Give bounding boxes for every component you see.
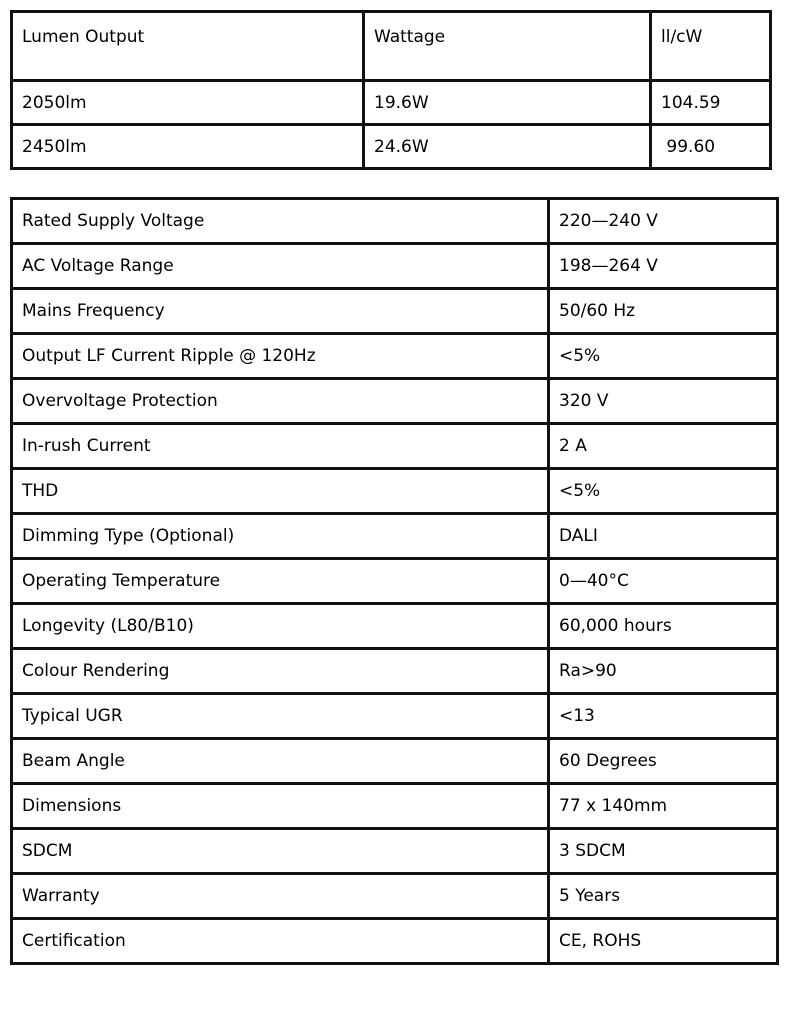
spec-label: Warranty bbox=[12, 874, 549, 919]
spec-label: Rated Supply Voltage bbox=[12, 199, 549, 244]
spec-row bbox=[12, 829, 778, 874]
spec-row bbox=[12, 604, 778, 649]
lumen-output-cell: 2450lm bbox=[12, 125, 364, 169]
spec-row bbox=[12, 649, 778, 694]
spec-row bbox=[12, 559, 778, 604]
spec-value: Ra>90 bbox=[549, 649, 778, 694]
wattage-cell: 24.6W bbox=[364, 125, 651, 169]
spec-row bbox=[12, 289, 778, 334]
spec-value: <5% bbox=[549, 334, 778, 379]
spec-label: Colour Rendering bbox=[12, 649, 549, 694]
spec-value: <13 bbox=[549, 694, 778, 739]
spec-value: 50/60 Hz bbox=[549, 289, 778, 334]
specification-table bbox=[10, 197, 779, 965]
spec-value: 220—240 V bbox=[549, 199, 778, 244]
spec-value: 60,000 hours bbox=[549, 604, 778, 649]
spec-value: CE, ROHS bbox=[549, 919, 778, 964]
spec-value: 5 Years bbox=[549, 874, 778, 919]
spec-value: 77 x 140mm bbox=[549, 784, 778, 829]
spec-row bbox=[12, 784, 778, 829]
spec-value: 198—264 V bbox=[549, 244, 778, 289]
spec-label: Certification bbox=[12, 919, 549, 964]
spec-label: AC Voltage Range bbox=[12, 244, 549, 289]
spec-label: Typical UGR bbox=[12, 694, 549, 739]
spec-label: Mains Frequency bbox=[12, 289, 549, 334]
table-row bbox=[12, 81, 771, 125]
spec-value: 3 SDCM bbox=[549, 829, 778, 874]
spec-value: 0—40°C bbox=[549, 559, 778, 604]
header-wattage: Wattage bbox=[364, 12, 651, 81]
spec-value: <5% bbox=[549, 469, 778, 514]
spec-label: Dimensions bbox=[12, 784, 549, 829]
spec-value: 60 Degrees bbox=[549, 739, 778, 784]
spec-label: Output LF Current Ripple @ 120Hz bbox=[12, 334, 549, 379]
lumen-output-cell: 2050lm bbox=[12, 81, 364, 125]
spec-label: Beam Angle bbox=[12, 739, 549, 784]
spec-row bbox=[12, 739, 778, 784]
lumen-output-table bbox=[10, 10, 772, 170]
spec-label: Overvoltage Protection bbox=[12, 379, 549, 424]
spec-row bbox=[12, 874, 778, 919]
spec-label: THD bbox=[12, 469, 549, 514]
header-efficacy: ll/cW bbox=[651, 12, 771, 81]
efficacy-cell: 99.60 bbox=[651, 125, 771, 169]
efficacy-cell: 104.59 bbox=[651, 81, 771, 125]
spec-label: In-rush Current bbox=[12, 424, 549, 469]
spec-row bbox=[12, 199, 778, 244]
spec-label: Dimming Type (Optional) bbox=[12, 514, 549, 559]
table-header-row bbox=[12, 12, 771, 81]
spec-row bbox=[12, 334, 778, 379]
spec-label: SDCM bbox=[12, 829, 549, 874]
spec-row bbox=[12, 694, 778, 739]
spec-value: 320 V bbox=[549, 379, 778, 424]
spec-value: 2 A bbox=[549, 424, 778, 469]
spec-row bbox=[12, 379, 778, 424]
spec-row bbox=[12, 424, 778, 469]
spec-label: Operating Temperature bbox=[12, 559, 549, 604]
spec-row bbox=[12, 469, 778, 514]
spec-value: DALI bbox=[549, 514, 778, 559]
spec-label: Longevity (L80/B10) bbox=[12, 604, 549, 649]
wattage-cell: 19.6W bbox=[364, 81, 651, 125]
spec-row bbox=[12, 244, 778, 289]
spec-row bbox=[12, 514, 778, 559]
header-lumen-output: Lumen Output bbox=[12, 12, 364, 81]
spec-row bbox=[12, 919, 778, 964]
table-row bbox=[12, 125, 771, 169]
